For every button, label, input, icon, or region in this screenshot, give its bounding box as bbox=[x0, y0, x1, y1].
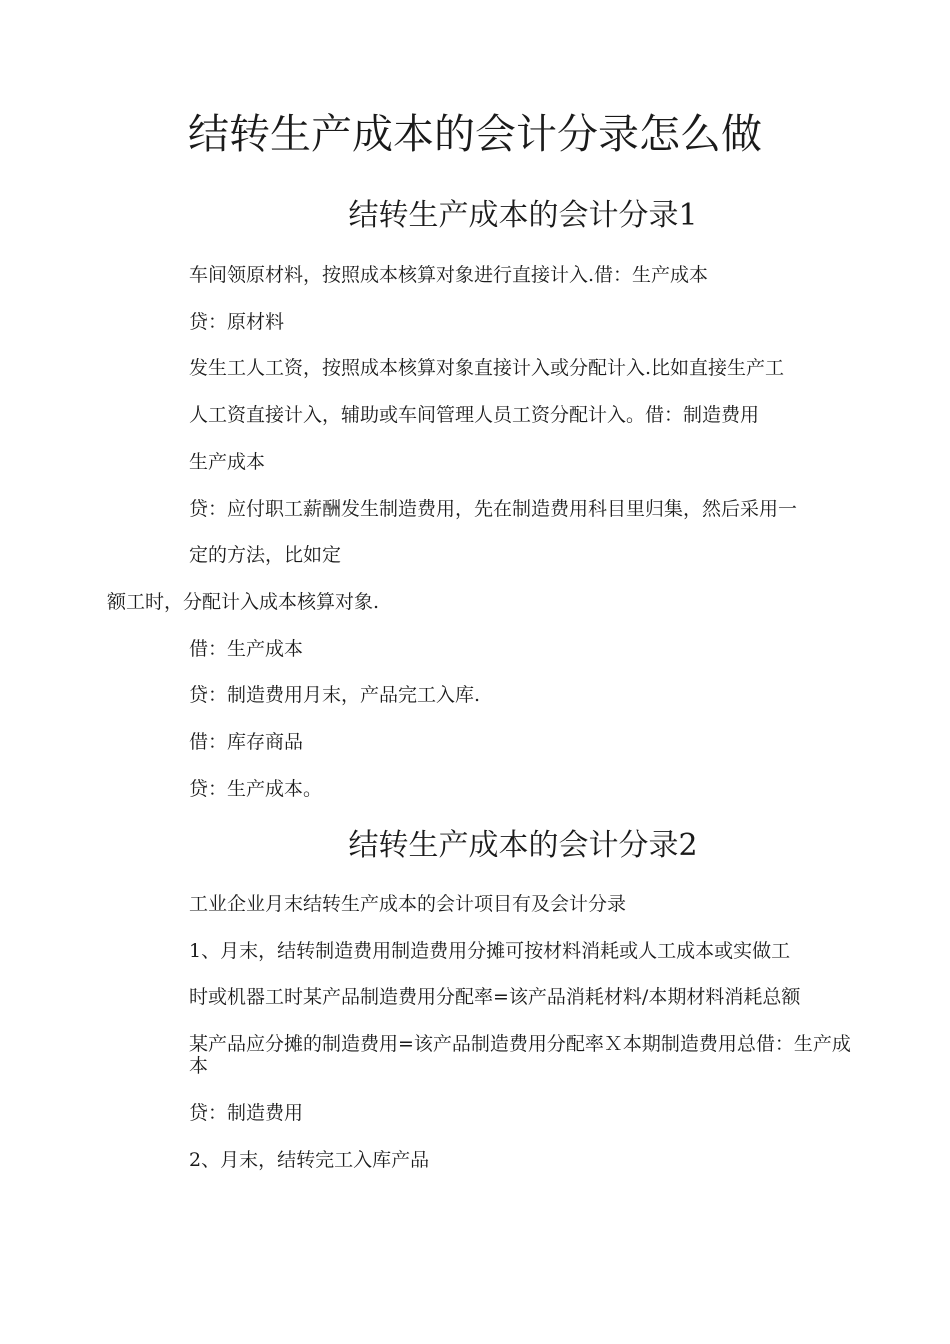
paragraph-line: 额工时，分配计入成本核算对象. bbox=[107, 591, 380, 613]
paragraph-line: 2、月末，结转完工入库产品 bbox=[189, 1149, 430, 1171]
section-1-heading: 结转生产成本的会计分录1 bbox=[348, 198, 698, 233]
section-2-heading: 结转生产成本的会计分录2 bbox=[348, 828, 698, 863]
paragraph-line: 定的方法，比如定 bbox=[189, 544, 342, 566]
paragraph-line: 贷：制造费用月末，产品完工入库. bbox=[189, 684, 481, 706]
document-title: 结转生产成本的会计分录怎么做 bbox=[188, 110, 762, 158]
paragraph-line: 贷：制造费用 bbox=[189, 1102, 304, 1124]
paragraph-line: 贷：原材料 bbox=[189, 311, 285, 333]
paragraph-line: 某产品应分摊的制造费用=该产品制造费用分配率Ｘ本期制造费用总借：生产成本 bbox=[189, 1033, 851, 1077]
paragraph-line: 1、月末，结转制造费用制造费用分摊可按材料消耗或人工成本或实做工 bbox=[189, 940, 791, 962]
paragraph-line: 时或机器工时某产品制造费用分配率=该产品消耗材料/本期材料消耗总额 bbox=[189, 986, 801, 1008]
paragraph-line: 车间领原材料，按照成本核算对象进行直接计入.借：生产成本 bbox=[189, 264, 709, 286]
paragraph-line: 借：生产成本 bbox=[189, 638, 304, 660]
paragraph-line: 发生工人工资，按照成本核算对象直接计入或分配计入.比如直接生产工 bbox=[189, 357, 785, 379]
paragraph-line: 人工资直接计入，辅助或车间管理人员工资分配计入。借：制造费用 bbox=[189, 404, 760, 426]
paragraph-line: 工业企业月末结转生产成本的会计项目有及会计分录 bbox=[189, 893, 627, 915]
paragraph-line: 借：库存商品 bbox=[189, 731, 304, 753]
paragraph-line: 贷：生产成本。 bbox=[189, 778, 323, 800]
paragraph-line: 生产成本 bbox=[189, 451, 266, 473]
paragraph-line: 贷：应付职工薪酬发生制造费用，先在制造费用科目里归集，然后采用一 bbox=[189, 498, 798, 520]
